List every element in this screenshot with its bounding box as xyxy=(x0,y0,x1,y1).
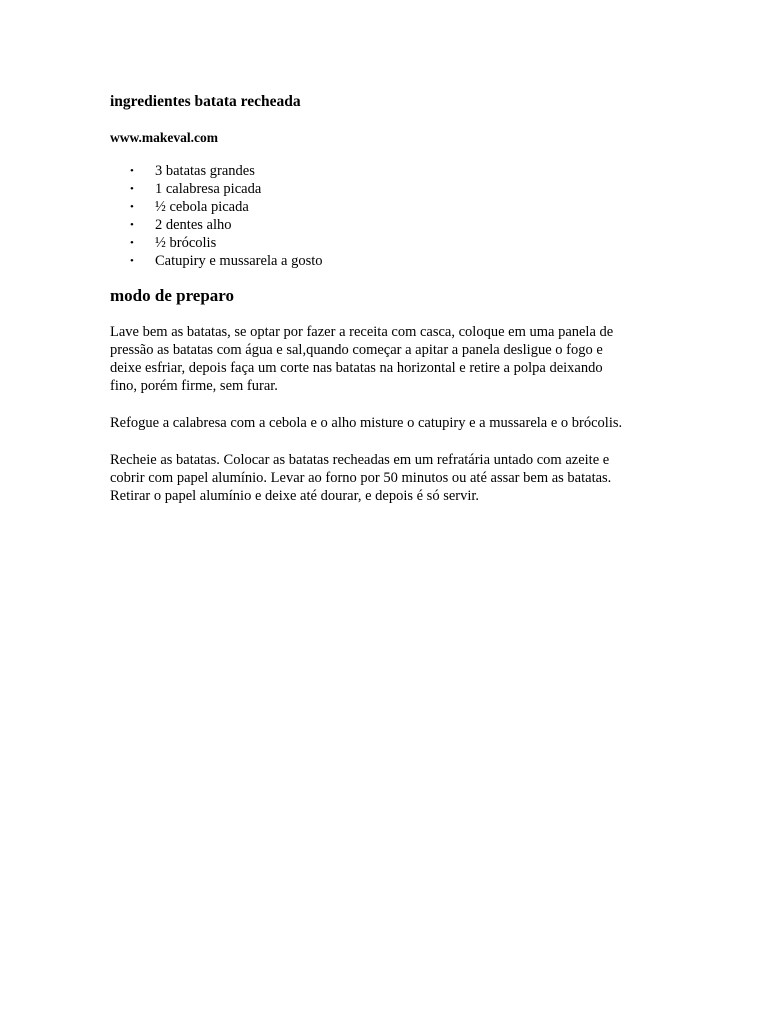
paragraph xyxy=(110,323,670,395)
bullet-icon: • xyxy=(130,219,134,231)
bullet-icon: • xyxy=(130,201,134,213)
list-item xyxy=(110,216,670,234)
bullet-icon: • xyxy=(130,165,134,177)
recipe-title: ingredientes batata recheada xyxy=(110,93,301,110)
document-page xyxy=(110,93,670,505)
paragraph-line: fino, porém firme, sem furar. xyxy=(110,378,278,394)
ingredient-text: 3 batatas grandes xyxy=(155,163,255,179)
ingredient-text: Catupiry e mussarela a gosto xyxy=(155,253,323,269)
paragraph-line: deixe esfriar, depois faça um corte nas batatas na horizontal e retire a polpa deixando xyxy=(110,360,603,376)
list-item xyxy=(110,252,670,270)
website-link[interactable]: www.makeval.com xyxy=(110,130,218,145)
paragraph xyxy=(110,414,670,432)
paragraph-line: Recheie as batatas. Colocar as batatas recheadas em um refratária untado com azeite e xyxy=(110,452,610,468)
bullet-icon: • xyxy=(130,237,134,249)
ingredient-text: ½ brócolis xyxy=(155,235,217,251)
bullet-icon: • xyxy=(130,183,134,195)
ingredient-text: 1 calabresa picada xyxy=(155,181,262,197)
ingredient-text: 2 dentes alho xyxy=(155,217,232,233)
paragraph-line: Lave bem as batatas, se optar por fazer a receita com casca, coloque em uma panela de xyxy=(110,324,614,340)
bullet-icon: • xyxy=(130,255,134,267)
list-item xyxy=(110,180,670,198)
paragraph-line: Retirar o papel alumínio e deixe até dourar, e depois é só servir. xyxy=(110,488,480,504)
section-title: modo de preparo xyxy=(110,286,235,305)
ingredient-text: ½ cebola picada xyxy=(155,199,249,215)
list-item xyxy=(110,198,670,216)
ingredients-list xyxy=(110,162,670,270)
paragraph-line: pressão as batatas com água e sal,quando começar a apitar a panela desligue o fogo e xyxy=(110,342,603,358)
paragraph xyxy=(110,451,670,505)
paragraph-line: cobrir com papel alumínio. Levar ao forno por 50 minutos ou até assar bem as batatas. xyxy=(110,470,612,486)
paragraph-line: Refogue a calabresa com a cebola e o alho misture o catupiry e a mussarela e o brócolis. xyxy=(110,415,623,431)
list-item xyxy=(110,234,670,252)
list-item xyxy=(110,162,670,180)
